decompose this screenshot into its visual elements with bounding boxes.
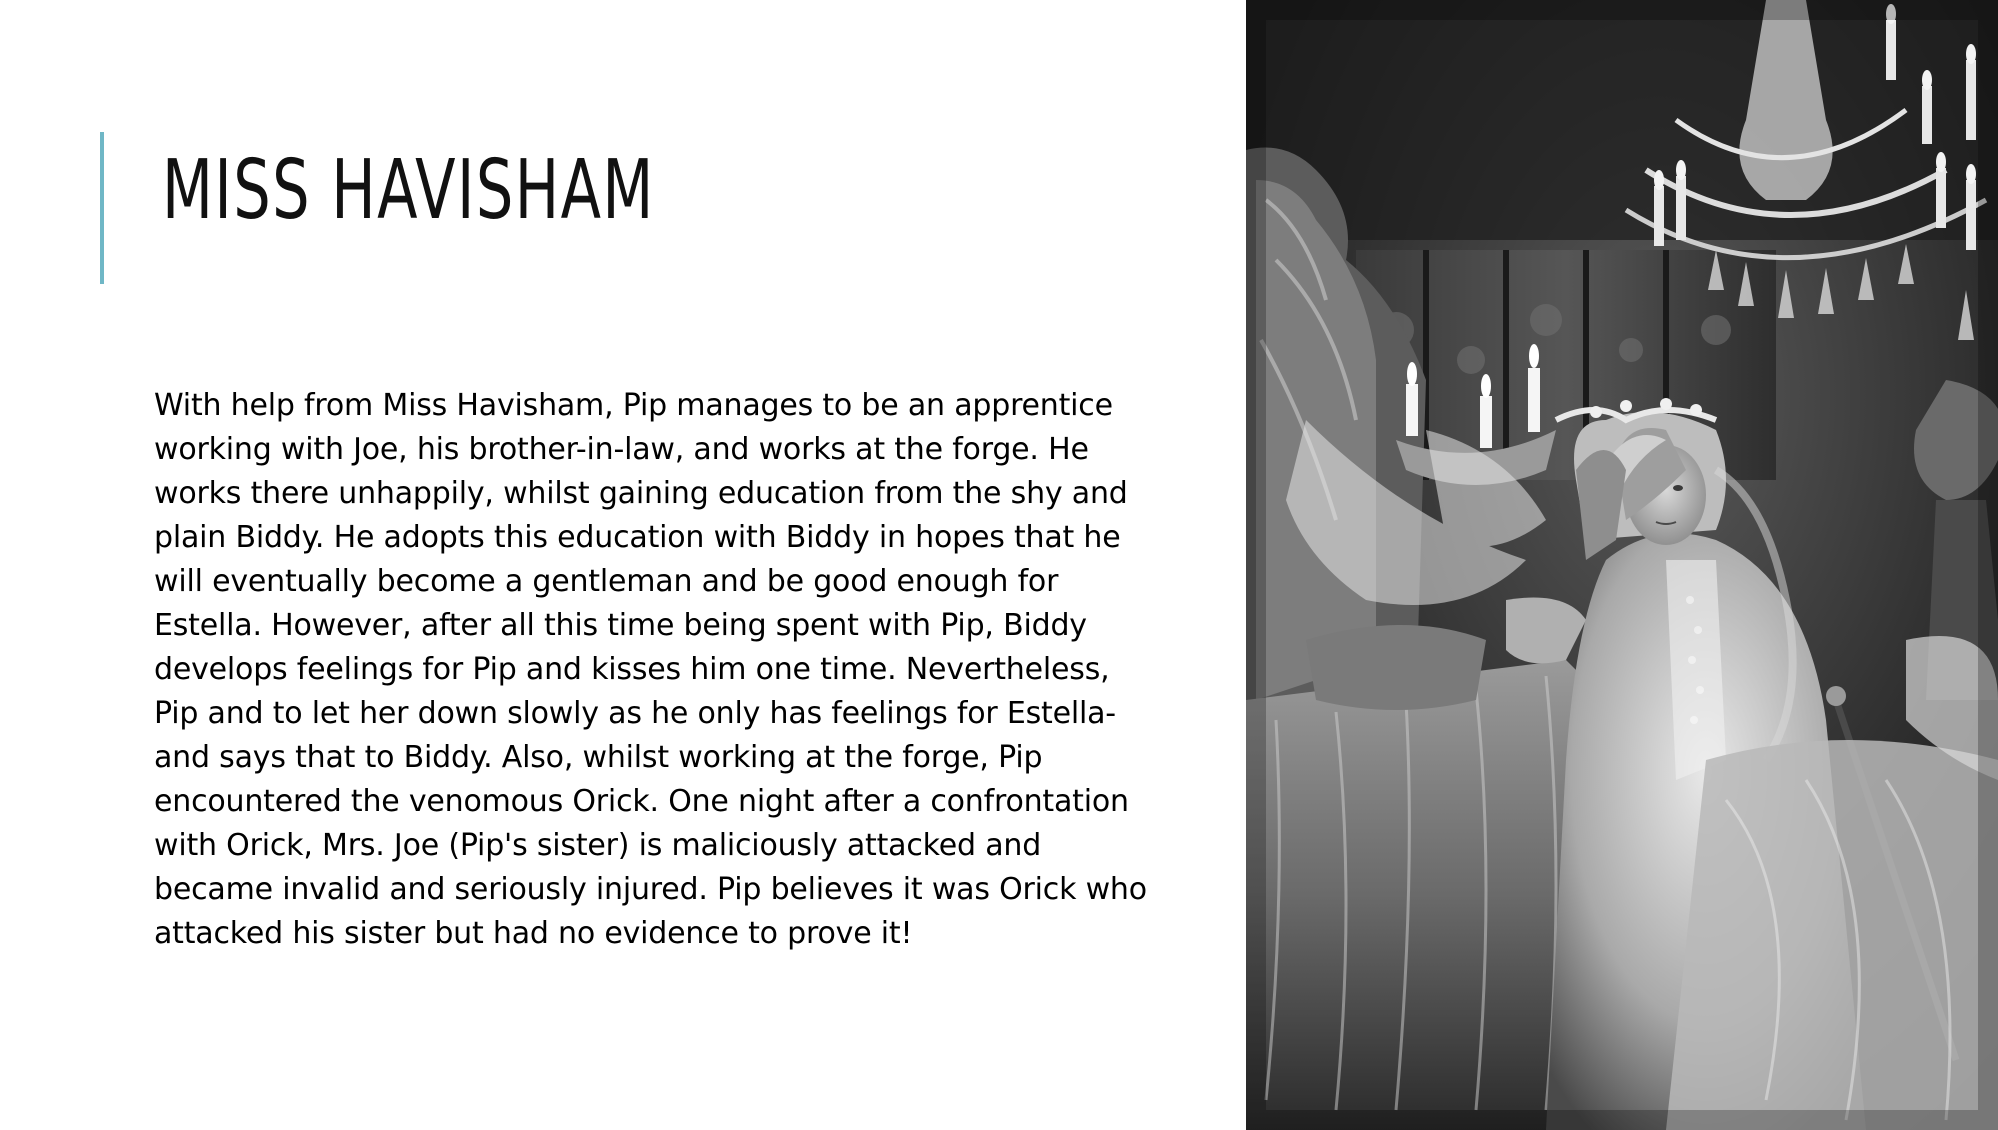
slide-body-text: With help from Miss Havisham, Pip manages to be an apprentice working with Joe, his brother-in-law, and works at the forge. He works there unhappily, whilst gaining education from the shy and plain Biddy. He adopts this education with Biddy in hopes that he will eventually become a gentleman and be good enough for Estella. However, after all this time being spent with Pip, Biddy develops feelings for Pip and kisses him one time. Nevertheless, Pip and to let her down slowly as he only has feelings for Estella- and says that to Biddy. Also, whilst working at the forge, Pip encountered the venomous Orick. One night after a confrontation with Orick, Mrs. Joe (Pip's sister) is maliciously attacked and became invalid and seriously injured. Pip believes it was Orick who attacked his sister but had no evidence to prove it!	[154, 388, 1147, 951]
slide-title: MISS HAVISHAM	[162, 143, 655, 238]
miss-havisham-photo	[1246, 0, 1998, 1130]
title-accent-bar	[100, 132, 104, 284]
photo-illustration	[1246, 0, 1998, 1130]
